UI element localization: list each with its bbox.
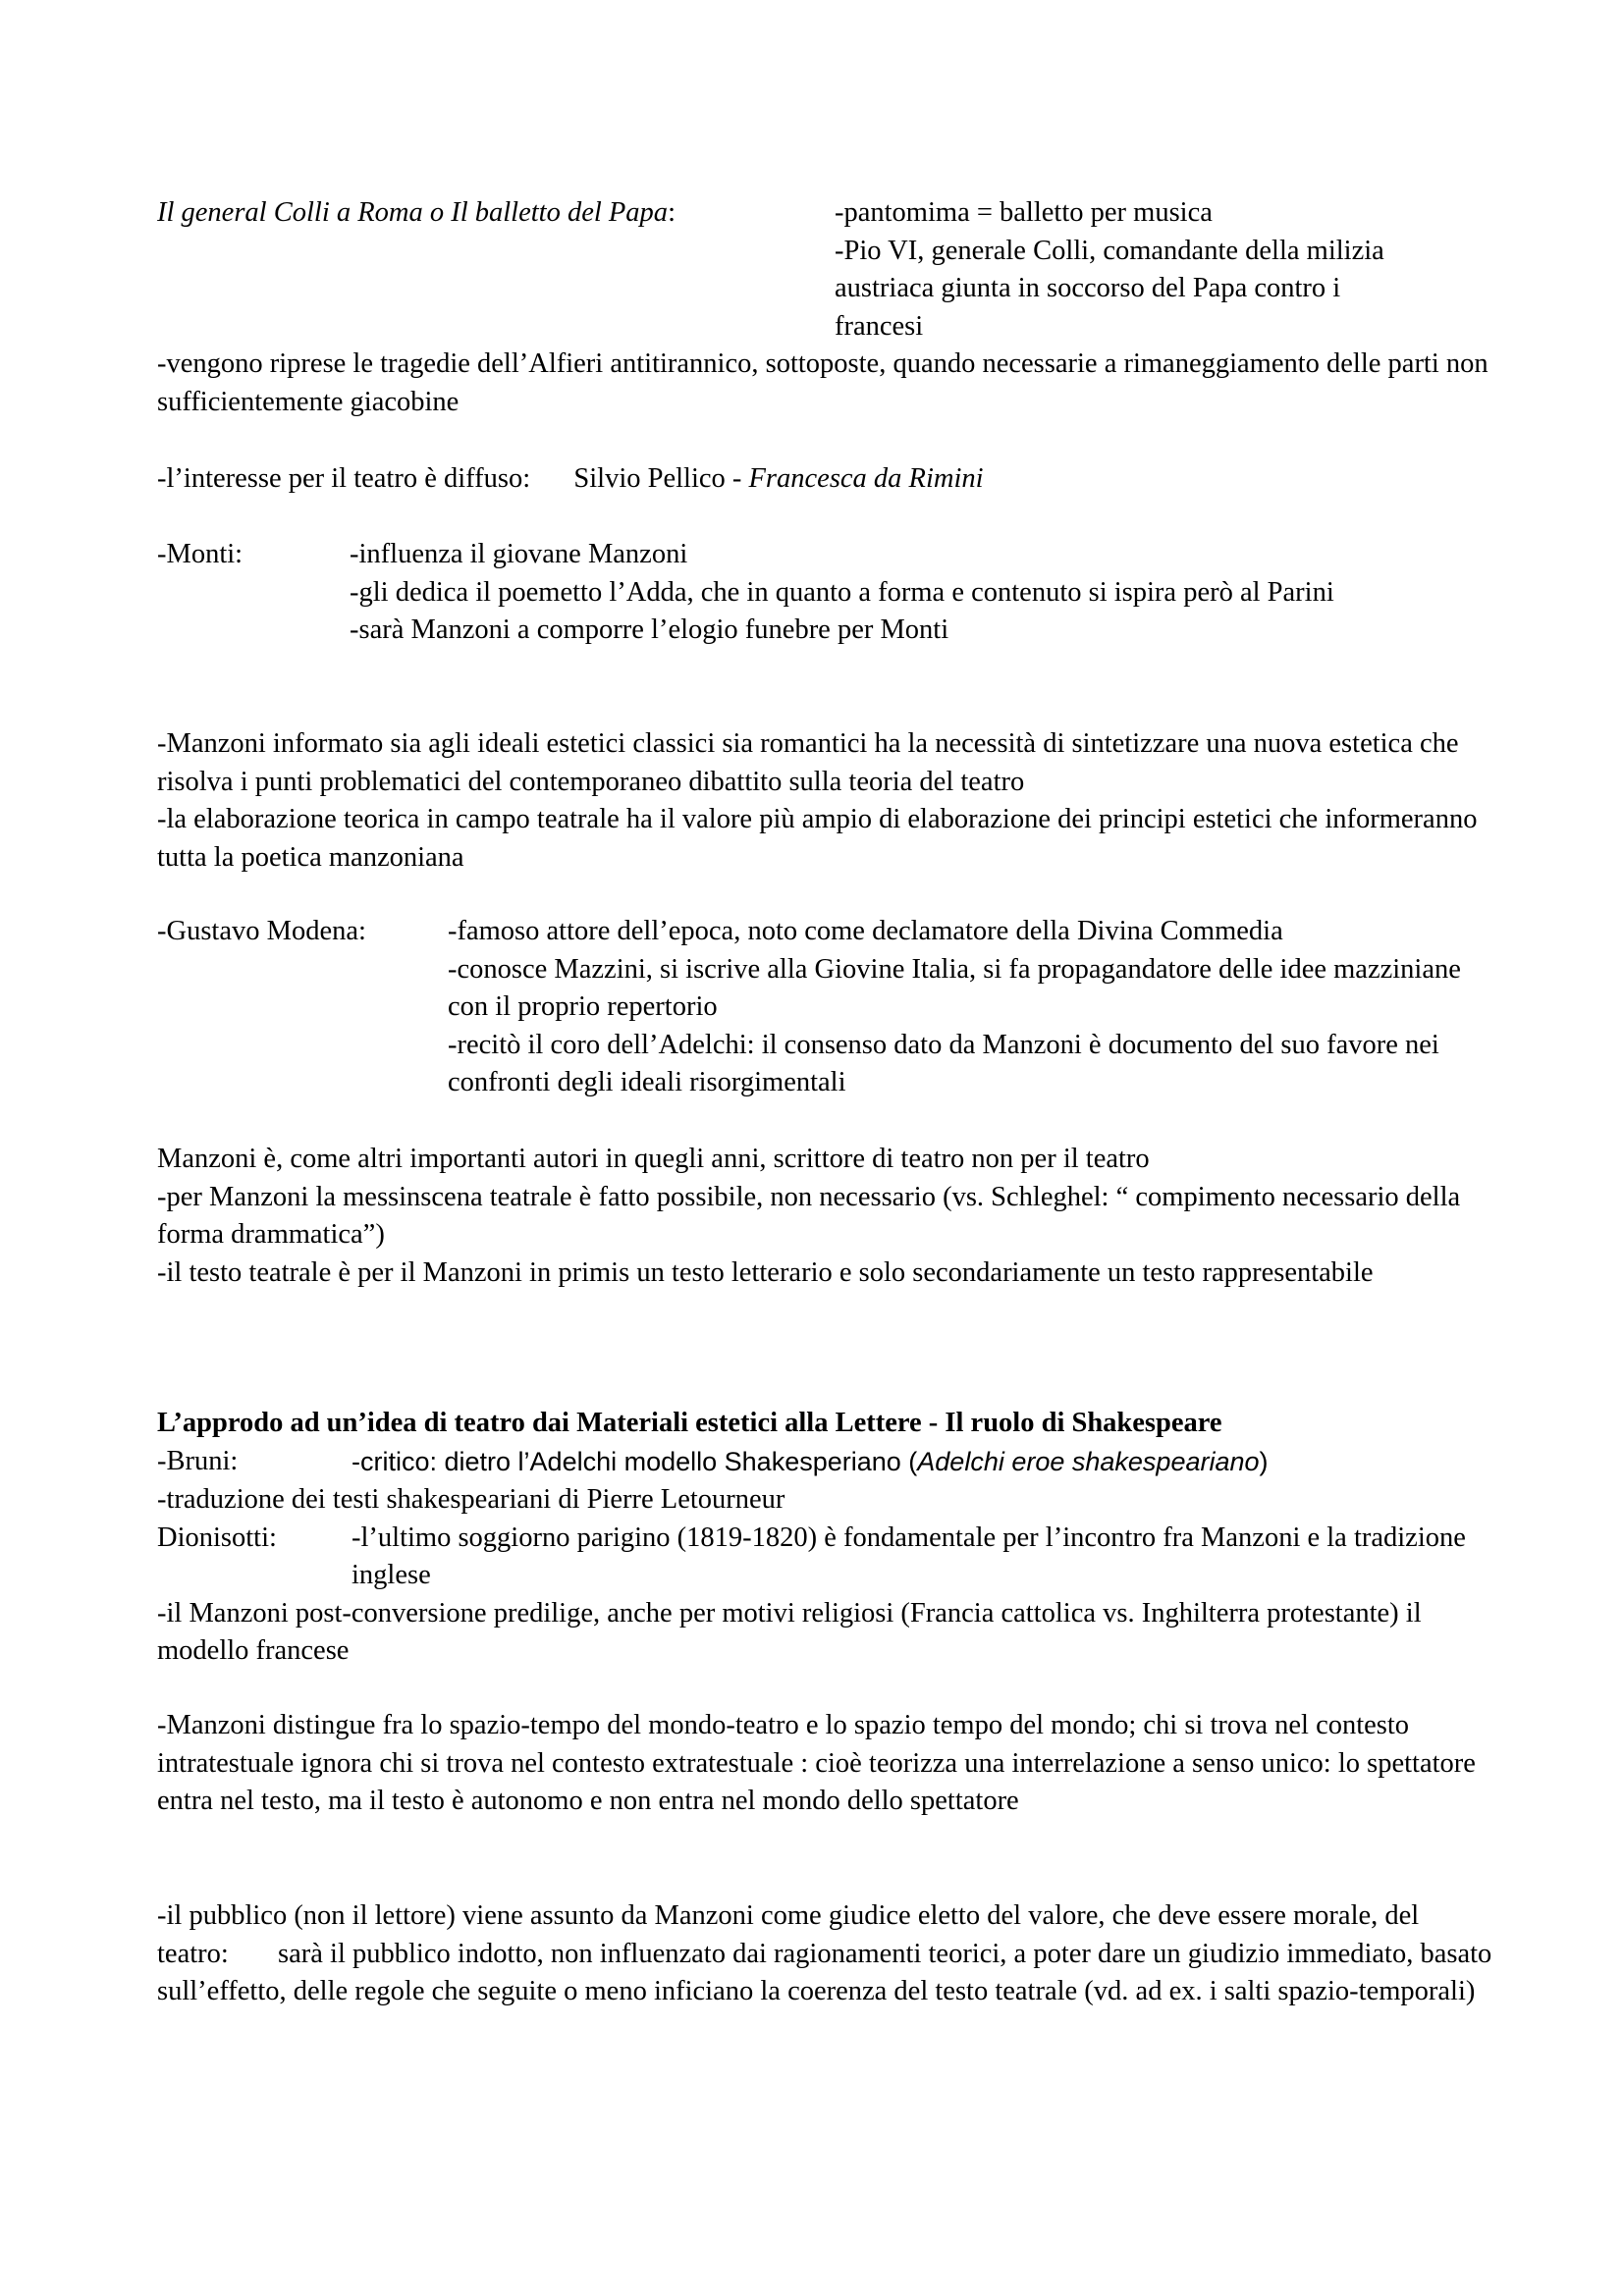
paragraph-elaborazione: -la elaborazione teorica in campo teatrale ha il valore più ampio di elaborazione dei principi estetici che informeranno tutta la poetica manzoniana [157, 804, 1478, 873]
work-title: Il general Colli a Roma o Il balletto del Papa [157, 197, 669, 228]
bruni-label: -Bruni: [157, 1445, 239, 1476]
paragraph-messinscena: -per Manzoni la messinscena teatrale è fatto possibile, non necessario (vs. Schleghel: “ compimento necessario della forma drammatica”) [157, 1181, 1461, 1250]
modena-item: -famoso attore dell’epoca, noto come declamatore della Divina Commedia [448, 916, 1283, 946]
paragraph-scrittore: Manzoni è, come altri importanti autori in quegli anni, scrittore di teatro non per il teatro [157, 1144, 1150, 1174]
bruni-text: -critico: dietro l’Adelchi modello Shakesperiano ( [352, 1446, 918, 1476]
pubblico-lead: -il pubblico (non il lettore) viene assunto da Manzoni come giudice eletto del valore, che deve essere morale, del teatro: [157, 1900, 1420, 1969]
modena-item: -recitò il coro dell’Adelchi: il consenso dato da Manzoni è documento del suo favore nei confronti degli ideali risorgimentali [448, 1029, 1439, 1097]
bruni-close: ) [1259, 1446, 1269, 1476]
modena-label: -Gustavo Modena: [157, 916, 366, 946]
monti-item: -influenza il giovane Manzoni [350, 539, 688, 569]
section-general-colli [157, 194, 1492, 421]
note-pantomima: -pantomima = balletto per musica [835, 197, 1213, 228]
monti-item: -sarà Manzoni a comporre l’elogio funebre per Monti [350, 614, 949, 645]
section-estetica [157, 725, 1492, 877]
modena-item: -conosce Mazzini, si iscrive alla Giovine Italia, si fa propagandatore delle idee mazziniane con il proprio repertorio [448, 953, 1461, 1022]
dionisotti-label: Dionisotti: [157, 1522, 277, 1553]
section-spazio-tempo [157, 1707, 1492, 1821]
work-francesca: Francesca da Rimini [748, 463, 984, 494]
author-pellico: Silvio Pellico - [573, 463, 749, 494]
title-colon: : [668, 197, 676, 228]
section-pubblico [157, 1897, 1492, 2011]
section-shakespeare [157, 1405, 1492, 1671]
section-heading: L’approdo ad un’idea di teatro dai Materiali estetici alla Lettere - Il ruolo di Shakespeare [157, 1408, 1222, 1438]
bruni-italic: Adelchi eroe shakespeariano [917, 1446, 1260, 1476]
paragraph-post-conversione: -il Manzoni post-conversione predilige, anche per motivi religiosi (Francia cattolica vs. Inghilterra protestante) il modello francese [157, 1597, 1422, 1666]
section-scrittore-teatro [157, 1141, 1492, 1292]
section-interesse-teatro [157, 460, 1492, 499]
dionisotti-text: -l’ultimo soggiorno parigino (1819-1820) è fondamentale per l’incontro fra Manzoni e la tradizione inglese [352, 1522, 1466, 1590]
section-modena [157, 913, 1492, 1102]
monti-label: -Monti: [157, 539, 243, 569]
note-pio-vi: -Pio VI, generale Colli, comandante della milizia austriaca giunta in soccorso del Papa contro i francesi [835, 235, 1384, 342]
paragraph-spazio-tempo: -Manzoni distingue fra lo spazio-tempo del mondo-teatro e lo spazio tempo del mondo; chi si trova nel contesto intratestuale ignora chi si trova nel contesto extratestuale : cioè teorizza una interrelazione a senso unico: lo spettatore entra nel testo, ma il testo è autonomo e non entra nel mondo dello spettatore [157, 1710, 1476, 1816]
monti-item: -gli dedica il poemetto l’Adda, che in quanto a forma e contenuto si ispira però al Parini [350, 576, 1334, 608]
paragraph-estetica: -Manzoni informato sia agli ideali estetici classici sia romantici ha la necessità di sintetizzare una nuova estetica che risolva i punti problematici del contemporaneo dibattito sulla teoria del teatro [157, 728, 1459, 797]
paragraph-alfieri: -vengono riprese le tragedie dell’Alfieri antitirannico, sottoposte, quando necessarie a rimaneggiamento delle parti non sufficientemente giacobine [157, 348, 1488, 417]
section-monti [157, 536, 1492, 650]
paragraph-testo-teatrale: -il testo teatrale è per il Manzoni in primis un testo letterario e solo secondariamente un testo rappresentabile [157, 1256, 1374, 1288]
interesse-lead: -l’interesse per il teatro è diffuso: [157, 463, 531, 494]
paragraph-letourneur: -traduzione dei testi shakespeariani di Pierre Letourneur [157, 1484, 785, 1515]
pubblico-rest: sarà il pubblico indotto, non influenzato dai ragionamenti teorici, a poter dare un giudizio immediato, basato sull’effetto, delle regole che seguite o meno inficiano la coerenza del testo teatrale (vd. ad ex. i salti spazio-temporali) [157, 1938, 1492, 2006]
